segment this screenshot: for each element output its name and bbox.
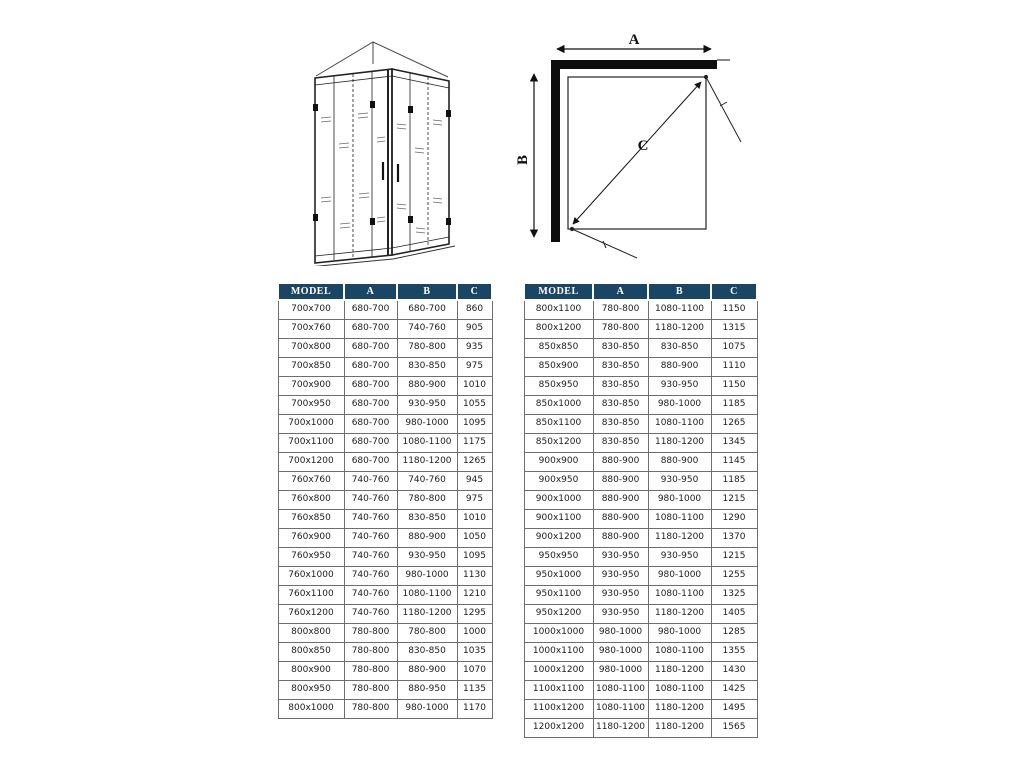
table-cell: 760x850 [278,509,344,528]
table-cell: 760x1200 [278,604,344,623]
table-row [278,319,492,338]
table-cell: 850x950 [524,376,593,395]
table-cell: 760x950 [278,547,344,566]
table-cell: 800x1200 [524,319,593,338]
table-cell: 680-700 [344,433,397,452]
table-row [524,509,757,528]
table-cell: 1405 [711,604,757,623]
table-row [524,566,757,585]
table-cell: 1080-1100 [397,433,457,452]
table-cell: 880-900 [593,490,648,509]
table-cell: 900x1100 [524,509,593,528]
column-header: MODEL [278,283,344,300]
table-cell: 930-950 [593,566,648,585]
table-row [524,471,757,490]
table-cell: 905 [457,319,492,338]
table-cell: 780-800 [593,300,648,319]
table-cell: 800x950 [278,680,344,699]
table-cell: 800x1000 [278,699,344,718]
table-row [278,699,492,718]
table-cell: 800x900 [278,661,344,680]
table-cell: 980-1000 [593,623,648,642]
table-cell: 1290 [711,509,757,528]
table-cell: 700x1200 [278,452,344,471]
table-cell: 1265 [711,414,757,433]
table-cell: 1110 [711,357,757,376]
table-cell: 780-800 [344,680,397,699]
table-cell: 930-950 [397,395,457,414]
table-cell: 880-900 [397,376,457,395]
table-row [278,623,492,642]
table-cell: 1215 [711,490,757,509]
table-row [278,433,492,452]
table-cell: 1170 [457,699,492,718]
table-cell: 740-760 [344,471,397,490]
table-cell: 1370 [711,528,757,547]
table-row [524,642,757,661]
table-cell: 830-850 [593,395,648,414]
table-cell: 1070 [457,661,492,680]
table-row [278,490,492,509]
table-cell: 1180-1200 [648,718,711,737]
table-cell: 850x1100 [524,414,593,433]
table-cell: 1185 [711,395,757,414]
table-row [278,642,492,661]
table-row [278,338,492,357]
dimension-b [515,74,534,237]
table-cell: 880-900 [593,452,648,471]
table-row [524,547,757,566]
top-view-dimension-diagram [515,30,760,268]
table-cell: 1130 [457,566,492,585]
table-row [524,395,757,414]
table-cell: 980-1000 [397,414,457,433]
door-swing-lines [570,75,741,258]
table-cell: 980-1000 [397,699,457,718]
table-cell: 1325 [711,585,757,604]
table-cell: 850x850 [524,338,593,357]
table-cell: 1180-1200 [648,528,711,547]
table-cell: 700x900 [278,376,344,395]
table-row [524,585,757,604]
table-row [278,680,492,699]
table-cell: 780-800 [397,623,457,642]
table-cell: 740-760 [344,509,397,528]
table-cell: 930-950 [648,471,711,490]
table-cell: 780-800 [397,490,457,509]
table-cell: 830-850 [648,338,711,357]
table-cell: 850x900 [524,357,593,376]
table-cell: 780-800 [344,642,397,661]
table-cell: 900x950 [524,471,593,490]
header-row [278,283,492,300]
table-cell: 680-700 [397,300,457,319]
table-cell: 680-700 [344,395,397,414]
table-cell: 830-850 [397,509,457,528]
table-cell: 1055 [457,395,492,414]
table-cell: 980-1000 [593,642,648,661]
table-cell: 850x1200 [524,433,593,452]
table-row [524,357,757,376]
column-header: B [648,283,711,300]
table-cell: 975 [457,357,492,376]
table-cell: 980-1000 [593,661,648,680]
table-cell: 760x800 [278,490,344,509]
table-cell: 880-900 [648,452,711,471]
table-cell: 1150 [711,300,757,319]
table-cell: 1495 [711,699,757,718]
table-cell: 860 [457,300,492,319]
table-cell: 975 [457,490,492,509]
dimension-label-c: C [637,138,649,154]
back-wall-lines [316,42,448,77]
table-cell: 1010 [457,376,492,395]
table-cell: 1180-1200 [397,452,457,471]
table-cell: 1185 [711,471,757,490]
table-cell: 930-950 [593,585,648,604]
table-cell: 680-700 [344,300,397,319]
header-row [524,283,757,300]
table-cell: 680-700 [344,376,397,395]
table-cell: 900x1200 [524,528,593,547]
column-header: A [344,283,397,300]
table-cell: 700x1000 [278,414,344,433]
table-cell: 1100x1200 [524,699,593,718]
table-cell: 780-800 [344,661,397,680]
table-cell: 700x700 [278,300,344,319]
table-cell: 800x1100 [524,300,593,319]
table-row [524,376,757,395]
table-cell: 740-760 [344,566,397,585]
table-row [278,395,492,414]
table-cell: 1265 [457,452,492,471]
table-row [524,718,757,737]
table-cell: 930-950 [593,604,648,623]
table-row [524,604,757,623]
table-cell: 1565 [711,718,757,737]
table-cell: 880-900 [648,357,711,376]
column-header: C [457,283,492,300]
glass-hatching [321,113,442,233]
table-row [278,547,492,566]
table-cell: 700x760 [278,319,344,338]
table-cell: 1100x1100 [524,680,593,699]
table-cell: 830-850 [593,338,648,357]
table-cell: 1080-1100 [648,414,711,433]
dimension-label-b: B [515,154,531,166]
table-cell: 945 [457,471,492,490]
table-cell: 740-760 [397,471,457,490]
table-cell: 780-800 [593,319,648,338]
column-header: C [711,283,757,300]
table-cell: 760x1000 [278,566,344,585]
table-row [278,357,492,376]
table-row [278,566,492,585]
table-cell: 1255 [711,566,757,585]
table-cell: 1180-1200 [648,661,711,680]
table-cell: 1135 [457,680,492,699]
table-cell: 830-850 [397,642,457,661]
table-cell: 830-850 [593,376,648,395]
column-header: MODEL [524,283,593,300]
table-cell: 1000x1200 [524,661,593,680]
table-row [524,433,757,452]
table-cell: 980-1000 [648,490,711,509]
table-row [278,528,492,547]
table-row [524,661,757,680]
table-cell: 980-1000 [397,566,457,585]
table-cell: 830-850 [593,433,648,452]
table-cell: 680-700 [344,319,397,338]
table-cell: 950x1200 [524,604,593,623]
table-cell: 1425 [711,680,757,699]
table-cell: 950x1100 [524,585,593,604]
table-cell: 830-850 [593,414,648,433]
table-cell: 700x850 [278,357,344,376]
table-row [278,585,492,604]
table-row [278,604,492,623]
table-cell: 1080-1100 [648,680,711,699]
table-cell: 1285 [711,623,757,642]
table-cell: 740-760 [344,490,397,509]
table-row [524,680,757,699]
table-cell: 1080-1100 [648,509,711,528]
table-cell: 880-900 [593,528,648,547]
table-cell: 880-900 [397,528,457,547]
table-cell: 1200x1200 [524,718,593,737]
table-cell: 900x900 [524,452,593,471]
table-cell: 1215 [711,547,757,566]
table-cell: 950x1000 [524,566,593,585]
table-cell: 680-700 [344,357,397,376]
table-cell: 850x1000 [524,395,593,414]
table-cell: 760x760 [278,471,344,490]
table-cell: 830-850 [593,357,648,376]
table-cell: 980-1000 [648,623,711,642]
table-cell: 900x1000 [524,490,593,509]
table-cell: 880-900 [593,509,648,528]
table-cell: 1080-1100 [593,680,648,699]
table-cell: 1080-1100 [397,585,457,604]
table-row [524,490,757,509]
table-cell: 880-900 [397,661,457,680]
size-table-right [523,282,758,738]
table-cell: 930-950 [648,376,711,395]
table-row [278,376,492,395]
table-row [278,509,492,528]
table-cell: 1050 [457,528,492,547]
shower-enclosure-drawing [285,26,470,266]
size-table-left [277,282,493,719]
table-row [278,414,492,433]
column-header: A [593,283,648,300]
table-cell: 1315 [711,319,757,338]
table-row [524,414,757,433]
table-cell: 1430 [711,661,757,680]
table-cell: 1000 [457,623,492,642]
table-cell: 780-800 [397,338,457,357]
table-cell: 740-760 [344,604,397,623]
table-cell: 800x800 [278,623,344,642]
table-cell: 1080-1100 [648,300,711,319]
table-row [278,471,492,490]
table-cell: 800x850 [278,642,344,661]
table-cell: 740-760 [344,547,397,566]
table-cell: 830-850 [397,357,457,376]
table-cell: 1095 [457,547,492,566]
table-row [524,338,757,357]
table-row [524,319,757,338]
table-cell: 680-700 [344,452,397,471]
column-header: B [397,283,457,300]
table-cell: 680-700 [344,338,397,357]
table-row [524,528,757,547]
table-cell: 1180-1200 [648,319,711,338]
table-cell: 780-800 [344,623,397,642]
dimension-c [573,82,701,224]
table-cell: 1000x1100 [524,642,593,661]
table-cell: 1080-1100 [648,642,711,661]
table-cell: 1035 [457,642,492,661]
table-cell: 935 [457,338,492,357]
table-cell: 1180-1200 [648,604,711,623]
table-row [278,452,492,471]
table-cell: 740-760 [397,319,457,338]
table-cell: 980-1000 [648,395,711,414]
dimension-label-a: A [628,32,640,48]
table-cell: 680-700 [344,414,397,433]
table-cell: 760x1100 [278,585,344,604]
table-cell: 1080-1100 [593,699,648,718]
dimension-a [557,32,711,49]
table-row [278,300,492,319]
table-cell: 1355 [711,642,757,661]
table-cell: 700x950 [278,395,344,414]
table-cell: 740-760 [344,528,397,547]
table-cell: 1345 [711,433,757,452]
table-cell: 980-1000 [648,566,711,585]
table-cell: 1000x1000 [524,623,593,642]
table-row [524,699,757,718]
table-cell: 1150 [711,376,757,395]
table-cell: 1180-1200 [397,604,457,623]
table-cell: 880-900 [593,471,648,490]
table-cell: 1180-1200 [593,718,648,737]
table-cell: 740-760 [344,585,397,604]
table-cell: 780-800 [344,699,397,718]
table-cell: 930-950 [648,547,711,566]
table-cell: 1295 [457,604,492,623]
table-row [524,300,757,319]
table-cell: 1145 [711,452,757,471]
table-cell: 880-950 [397,680,457,699]
table-cell: 1075 [711,338,757,357]
table-cell: 950x950 [524,547,593,566]
table-row [524,623,757,642]
table-row [524,452,757,471]
table-cell: 1175 [457,433,492,452]
table-cell: 1210 [457,585,492,604]
table-cell: 930-950 [397,547,457,566]
table-cell: 760x900 [278,528,344,547]
table-cell: 1010 [457,509,492,528]
table-cell: 1095 [457,414,492,433]
table-row [278,661,492,680]
table-cell: 700x800 [278,338,344,357]
table-cell: 1180-1200 [648,699,711,718]
table-cell: 1080-1100 [648,585,711,604]
table-cell: 700x1100 [278,433,344,452]
door-handles [383,162,398,182]
table-cell: 930-950 [593,547,648,566]
table-cell: 1180-1200 [648,433,711,452]
